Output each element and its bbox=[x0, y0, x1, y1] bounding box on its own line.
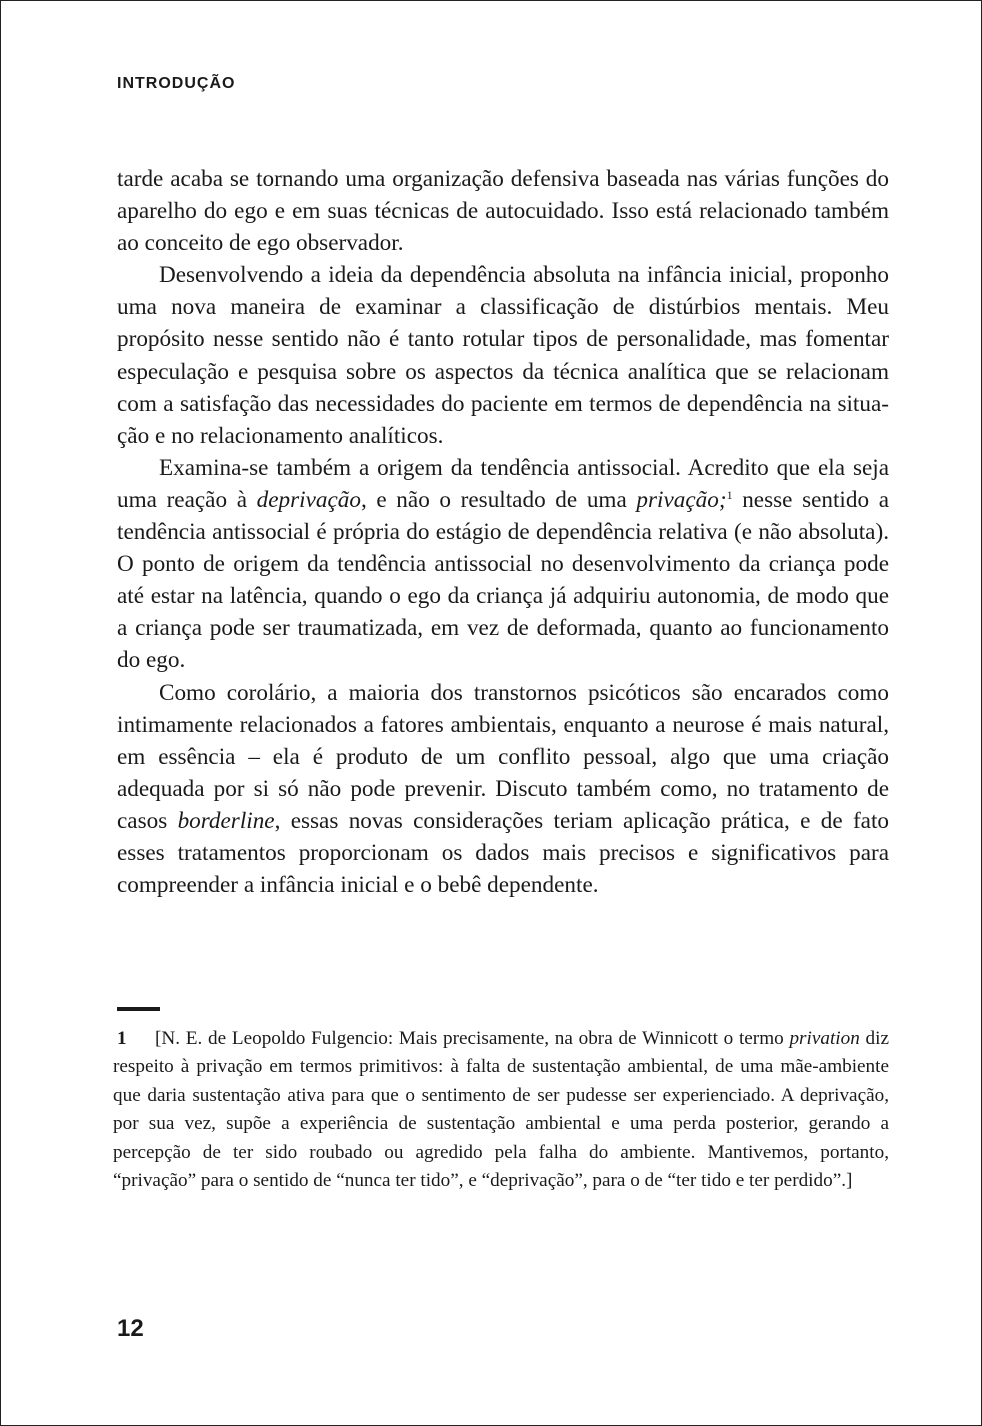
body-text bbox=[117, 163, 889, 901]
paragraph-4-text-b: , essas novas considerações teriam aplicação prática, e de fato esses tratamentos proporcionam os dados mais precisos e significativos para compreender a infância inicial e o bebê dependente. bbox=[117, 807, 889, 899]
page-number: 12 bbox=[117, 1315, 144, 1342]
paragraph-3-text-c: nesse sentido a tendência antissocial é própria do estágio de dependência relativa (e não absoluta). O ponto de origem da tendência antissocial no desenvolvimento da criança pode até estar na latência, quando o ego da criança já adquiriu autonomia, de modo que a criança pode ser traumatizada, em vez de deformada, quanto ao funcionamento do ego. bbox=[117, 486, 889, 674]
paragraph-1: tarde acaba se tornando uma organização defensiva baseada nas várias funções do aparelho do ego e em suas técnicas de autocuidado. Isso está relacionado também ao conceito de ego observador. bbox=[117, 166, 889, 257]
paragraph-4-text-a: Como corolário, a maioria dos transtornos psicóticos são encarados como intimamente relacionados a fatores ambientais, enquanto a neurose é mais natural, em essência – ela é produto de um conflito pessoal, algo que uma criação adequada por si só não pode prevenir. Discuto também como, no tratamento de casos bbox=[117, 679, 889, 834]
footnote-text-a: [N. E. de Leopoldo Fulgencio: Mais precisamente, na obra de Winnicott o termo bbox=[155, 1028, 790, 1049]
term-privacao: privação; bbox=[636, 486, 727, 513]
paragraph-3-text-b: , e não o resultado de uma bbox=[360, 486, 637, 513]
footnote-rule bbox=[117, 1007, 160, 1011]
footnote-number: 1 bbox=[117, 1028, 127, 1049]
paragraph-4 bbox=[117, 677, 889, 902]
paragraph-3 bbox=[117, 452, 889, 677]
term-deprivacao: deprivação bbox=[256, 486, 361, 513]
footnote-ref[interactable]: 1 bbox=[726, 487, 733, 502]
footnote bbox=[113, 1025, 889, 1195]
running-head: INTRODUÇÃO bbox=[117, 75, 236, 92]
paragraph-2: Desenvolvendo a ideia da dependência absoluta na infância inicial, proponho uma nova maneira de examinar a classificação de distúrbios mentais. Meu propósito nesse sentido não é tanto rotular tipos de personalidade, mas fomentar especulação e pesquisa sobre os aspectos da técnica analítica que se relacionam com a satisfação das necessidades do paciente em termos de dependência na situação e no relacionamento analíticos. bbox=[117, 262, 889, 449]
paragraph-3-text-a: Examina-se também a origem da tendência antissocial. Acredito que ela seja uma reação à bbox=[117, 454, 889, 513]
term-privation: privation bbox=[789, 1028, 860, 1049]
term-borderline: borderline bbox=[177, 807, 275, 834]
footnote-text-b: diz respeito à privação em termos primitivos: à falta de sustentação ambiental, de uma mãe-ambiente que daria sustentação ativa para que o sentimento de ser pudesse ser experienciado. A deprivação, por sua vez, supõe a experiência de sustentação ambiental e uma perda posterior, gerando a percepção de ter sido roubado ou agredido pela falha do ambiente. Mantivemos, portanto, “privação” para o sentido de “nunca ter tido”, e “deprivação”, para o de “ter tido e ter perdido”.] bbox=[113, 1028, 889, 1192]
